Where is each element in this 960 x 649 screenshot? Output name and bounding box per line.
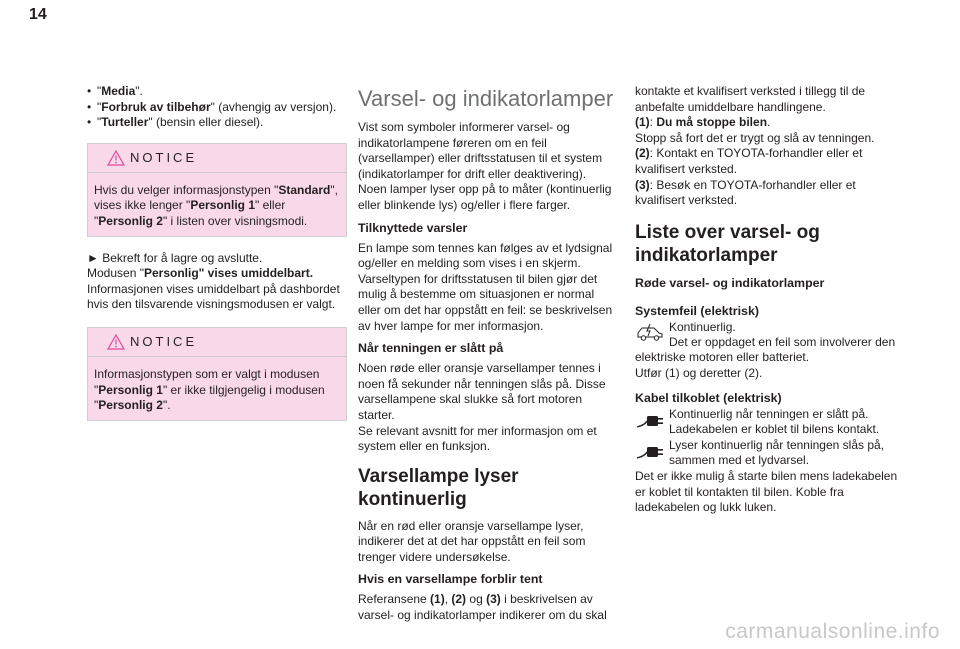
- save-instruction: ► Bekreft for å lagre og avslutte.: [87, 250, 263, 265]
- warning-triangle-icon: [107, 150, 125, 166]
- notice-text: Hvis du velger informasjonstypen "Standard", vises ikke lenger "Personlig 1" eller "Personlig 2" i listen over visningsmodi.: [94, 182, 338, 228]
- paragraph-kontinuerlig: Når en rød eller oransje varsellampe lyser, indikerer det at det har oppstått en feil som trenger videre undersøkelse.: [358, 518, 586, 564]
- notice-title: NOTICE: [130, 149, 198, 165]
- kabel-line-2: Lyser kontinuerlig når tenningen slås på, sammen med et lydvarsel.: [669, 437, 885, 468]
- paragraph-references: Referansene (1), (2) og (3) i beskrivelsen av varsel- og indikatorlamper indikerer om du skal: [358, 592, 607, 623]
- mode-info: Informasjonen vises umiddelbart på dashbordet hvis den tilsvarende visningsmodusen er valgt.: [87, 281, 340, 312]
- info-type-list: [87, 84, 347, 131]
- paragraph-tenning-2: Se relevant avsnitt for mer informasjon om et system eller en funksjon.: [358, 423, 597, 454]
- heading-forblir-tent: Hvis en varsellampe forblir tent: [358, 572, 543, 587]
- heading-kontinuerlig: Varsellampe lyser kontinuerlig: [358, 465, 519, 510]
- reference-3: (3): Besøk en TOYOTA-forhandler eller et kvalifisert verksted.: [635, 177, 856, 208]
- systemfeil-description: Det er oppdaget en feil som involverer den elektriske motoren eller batteriet.: [635, 334, 896, 365]
- paragraph-tilknyttede: En lampe som tennes kan følges av et lydsignal og/eller en melding som vises i en skjerm. Varseltypen for driftsstatusen til bilen gjør det mulig å bestemme om situasjonen er normal eller om det har oppstått en feil: se beskrivelsen av hver lampe for mer informasjon.: [358, 240, 613, 333]
- heading-kabel: Kabel tilkoblet (elektrisk): [635, 390, 782, 405]
- notice-text: Informasjonstypen som er valgt i modusen "Personlig 1" er ikke tilgjengelig i modusen "Personlig 2".: [94, 366, 325, 413]
- heading-liste: Liste over varsel- og indikatorlamper: [635, 221, 820, 266]
- charging-plug-icon: [635, 411, 665, 435]
- watermark: carmanualsonline.info: [725, 620, 940, 643]
- notice-box: [87, 143, 347, 237]
- list-item: • "Forbruk av tilbehør" (avhengig av versjon).: [87, 100, 347, 116]
- heading-systemfeil: Systemfeil (elektrisk): [635, 303, 759, 318]
- mode-status: Modusen "Personlig" vises umiddelbart.: [87, 266, 314, 281]
- systemfeil-line-1: Kontinuerlig.: [669, 319, 736, 334]
- reference-1-text: Stopp så fort det er trygt og slå av tenningen.: [635, 130, 875, 145]
- kabel-line-1: Kontinuerlig når tenningen er slått på. Ladekabelen er koblet til bilens kontakt.: [669, 406, 880, 437]
- intro-paragraph: Vist som symboler informerer varsel- og indikatorlampene føreren om en feil (varsellamper) eller driftsstatusen til et system (indikatorlamper for drift eller deaktivering). Noen lamper lyser opp på to måter (kontinuerlig eller blinkende lys) og/eller i flere farger.: [358, 120, 612, 212]
- paragraph-tenning: Noen røde eller oransje varsellamper tennes i noen få sekunder når tenningen slås på. Disse varsellampene skal slukke så fort motoren starter.: [358, 361, 606, 422]
- notice-box: [87, 327, 347, 421]
- column-left: [87, 84, 347, 435]
- heading-tilknyttede: Tilknyttede varsler: [358, 220, 468, 235]
- list-item: • "Turteller" (bensin eller diesel).: [87, 115, 347, 131]
- warning-triangle-icon: [107, 334, 125, 350]
- heading-tenning: Når tenningen er slått på: [358, 341, 504, 356]
- systemfeil-action: Utfør (1) og deretter (2).: [635, 365, 763, 380]
- page-number: 14: [29, 6, 47, 23]
- section-title: Varsel- og indikatorlamper: [358, 86, 614, 111]
- notice-title: NOTICE: [130, 333, 198, 349]
- kabel-indicator-1: [635, 407, 905, 438]
- electric-car-icon: [635, 322, 665, 344]
- arrow-icon: ►: [87, 250, 99, 265]
- column-middle: [358, 86, 618, 624]
- list-item: • "Media".: [87, 84, 347, 100]
- reference-1: (1): Du må stoppe bilen.: [635, 115, 771, 130]
- charging-plug-icon: [635, 442, 665, 466]
- paragraph-continued: kontakte et kvalifisert verksted i tillegg til de anbefalte umiddelbare handlingene.: [635, 84, 866, 114]
- column-right: [635, 84, 905, 516]
- kabel-description: Det er ikke mulig å starte bilen mens ladekabelen er koblet til kontakten til bilen. Koble fra ladekabelen og lukk luken.: [635, 468, 898, 515]
- heading-rode: Røde varsel- og indikatorlamper: [635, 275, 825, 290]
- kabel-indicator-2: [635, 438, 905, 469]
- reference-2: (2): Kontakt en TOYOTA-forhandler eller et kvalifisert verksted.: [635, 146, 863, 176]
